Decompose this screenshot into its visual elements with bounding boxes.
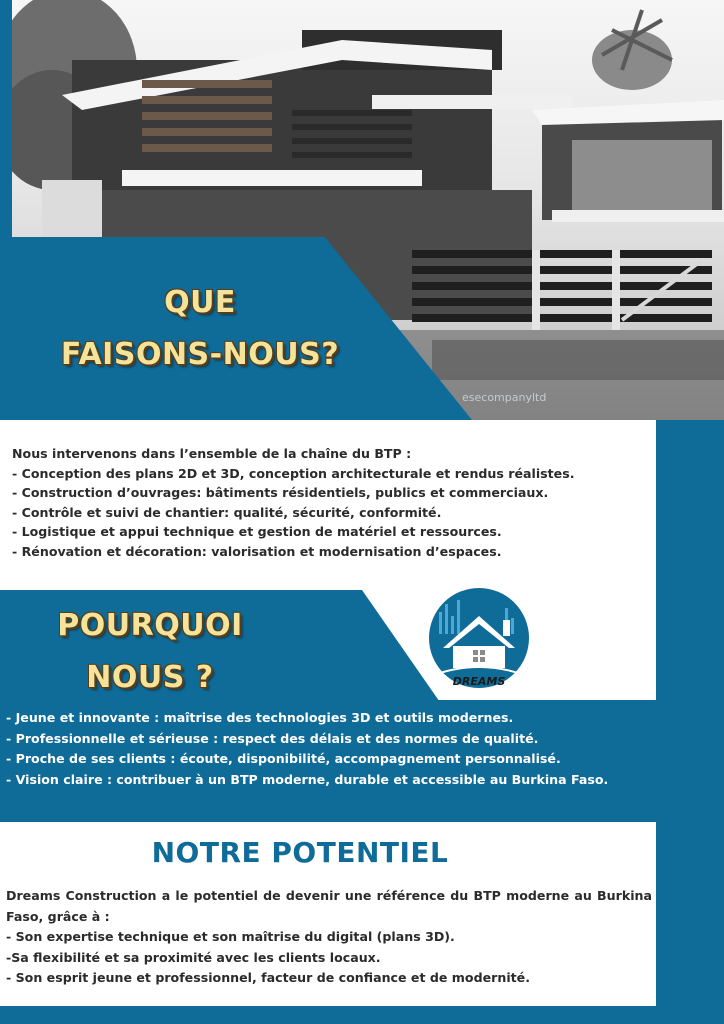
why-item: - Vision claire : contribuer à un BTP moderne, durable et accessible au Burkina Faso. xyxy=(6,771,609,787)
title-line-2: NOUS ? xyxy=(86,660,214,695)
title-que-faisons-nous xyxy=(20,277,380,381)
why-list xyxy=(6,708,652,790)
title-line-1: POURQUOI xyxy=(57,608,243,643)
potential-item: -Sa flexibilité et sa proximité avec les clients locaux. xyxy=(6,949,381,965)
potential-list xyxy=(6,886,652,989)
why-item: - Jeune et innovante : maîtrise des technologies 3D et outils modernes. xyxy=(6,710,514,725)
potential-intro: Dreams Construction a le potentiel de devenir une référence du BTP moderne au Burkina Faso, grâce à : xyxy=(6,888,652,924)
title-pourquoi-nous xyxy=(0,600,300,704)
photo-watermark: esecompanyltd xyxy=(462,391,547,404)
title-notre-potentiel: NOTRE POTENTIEL xyxy=(151,836,449,869)
why-item: - Professionnelle et sérieuse : respect des délais et des normes de qualité. xyxy=(6,730,539,746)
potential-item: - Son esprit jeune et professionnel, facteur de confiance et de modernité. xyxy=(6,970,530,985)
service-item: - Logistique et appui technique et gestion de matériel et ressources. xyxy=(12,524,502,539)
title-line-1: QUE xyxy=(164,285,236,320)
services-intro: Nous intervenons dans l’ensemble de la chaîne du BTP : xyxy=(12,446,412,461)
potential-item: - Son expertise technique et son maîtrise du digital (plans 3D). xyxy=(6,929,455,944)
title-line-2: FAISONS-NOUS? xyxy=(60,337,340,372)
logo-wordmark: DREAMS xyxy=(452,675,506,688)
service-item: - Rénovation et décoration: valorisation et modernisation d’espaces. xyxy=(12,543,502,559)
services-list xyxy=(12,444,652,561)
service-item: - Contrôle et suivi de chantier: qualité, sécurité, conformité. xyxy=(12,504,442,520)
dreams-logo xyxy=(425,586,533,694)
why-item: - Proche de ses clients : écoute, disponibilité, accompagnement personnalisé. xyxy=(6,751,561,766)
service-item: - Conception des plans 2D et 3D, conception architecturale et rendus réalistes. xyxy=(12,465,575,481)
service-item: - Construction d’ouvrages: bâtiments résidentiels, publics et commerciaux. xyxy=(12,485,549,500)
